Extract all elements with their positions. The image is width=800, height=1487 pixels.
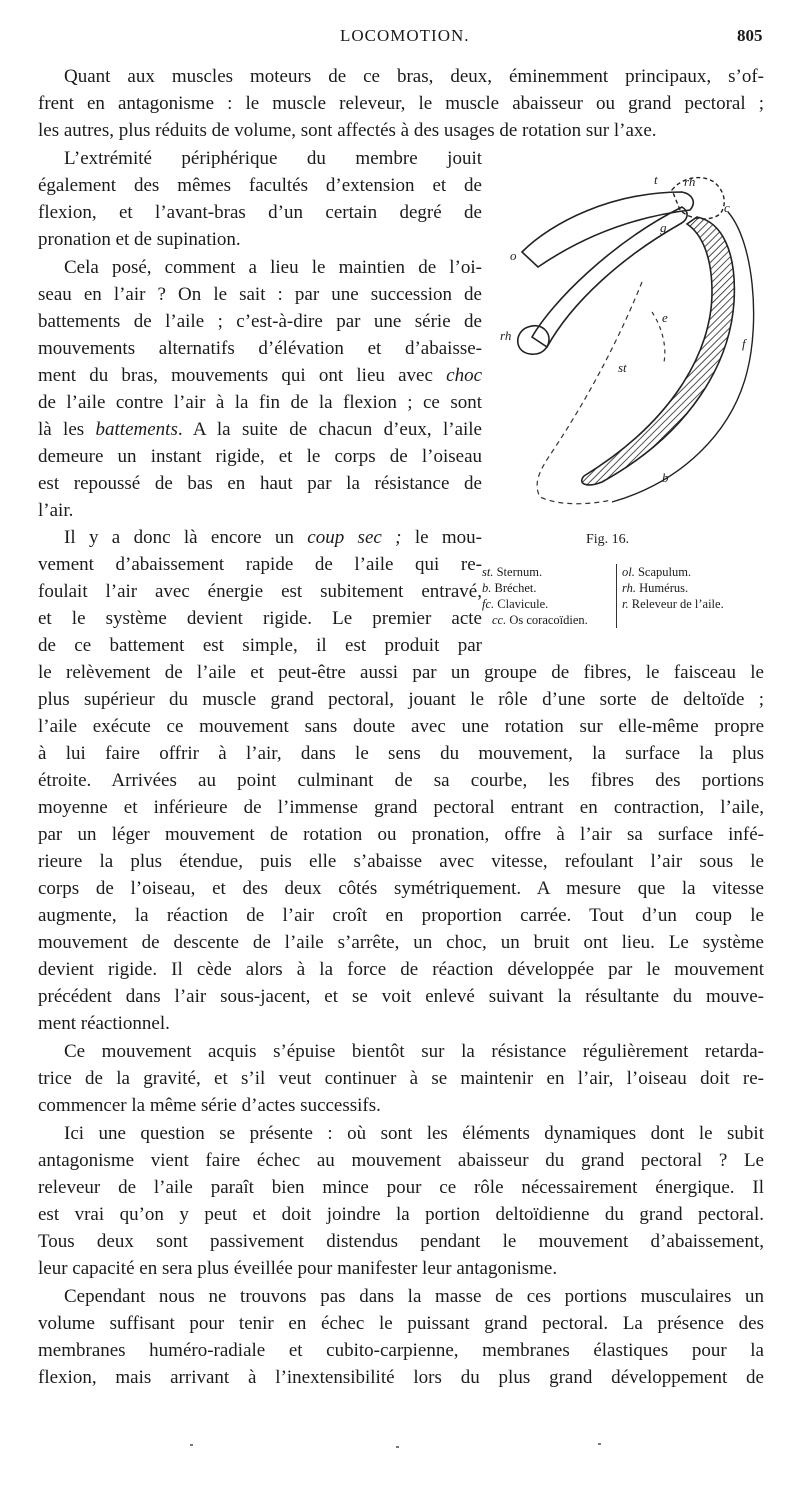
text-line: membranes huméro-radiale et cubito-carpienne, membranes élastiques pour la [38, 1340, 764, 1361]
legend-entry [482, 612, 612, 628]
text-line [38, 527, 482, 549]
text-line: Quant aux muscles moteurs de ce bras, deux, éminemment principaux, s’of- [64, 66, 764, 87]
text-run: . A la suite de chacun d’eux, l’aile [177, 419, 482, 440]
text-line: mouvement de descente de l’aile s’arrête, un choc, un bruit ont lieu. Le système [38, 932, 764, 953]
speck [598, 1443, 601, 1445]
text-line: frent en antagonisme : le muscle releveur, le muscle abaisseur ou grand pectoral ; [38, 93, 764, 114]
text-line: l’aile exécute ce mouvement sans doute avec une rotation sur elle-même propre [38, 716, 764, 737]
running-title: LOCOMOTION. [340, 26, 470, 45]
figure-legend-left [482, 564, 612, 628]
text-line: corps de l’oiseau, et des deux côtés symétriquement. A mesure que la vitesse [38, 878, 764, 899]
label-o: o [510, 248, 517, 263]
legend-abbr: ol. [622, 565, 635, 579]
italic-term: choc [446, 365, 483, 386]
legend-entry [482, 580, 612, 596]
text-line: demeure un instant rigide, et le corps de l’oiseau [38, 446, 482, 467]
text-line: commencer la même série d’actes successifs. [38, 1095, 381, 1116]
text-line: mouvements alternatifs d’élévation et d’abaisse- [38, 338, 482, 359]
text-run: Il y a donc là encore un [64, 527, 294, 548]
wing-skeleton-illustration [492, 162, 770, 522]
legend-entry [482, 564, 612, 580]
figure-16 [482, 162, 770, 632]
text-line: battements de l’aile ; c’est-à-dire par une série de [38, 311, 482, 332]
text-line: précédent dans l’air sous-jacent, et se voit enlevé suivant la résultante du mouve- [38, 986, 764, 1007]
text-line [38, 419, 482, 441]
legend-name: Clavicule. [497, 597, 549, 611]
text-line [38, 365, 482, 387]
text-line: flexion, et l’avant-bras d’un certain degré de [38, 202, 482, 223]
legend-name: Humérus. [639, 581, 689, 595]
print-specks [0, 1440, 800, 1460]
text-line: L’extrémité périphérique du membre jouit [64, 148, 482, 169]
italic-term: battements [95, 419, 178, 440]
text-line: est repoussé de bas en haut par la résistance de [38, 473, 482, 494]
figure-caption: Fig. 16. [586, 532, 630, 547]
scapula-head [672, 178, 724, 219]
legend-abbr: st. [482, 565, 494, 579]
legend-entry [622, 564, 772, 580]
text-line: est vrai qu’on y peut et doit joindre la portion deltoïdienne du grand pectoral. [38, 1204, 764, 1225]
text-line: pronation et de supination. [38, 229, 241, 250]
legend-entry [482, 596, 612, 612]
page-number: 805 [737, 26, 763, 45]
legend-name: Sternum. [496, 565, 543, 579]
legend-abbr: r. [622, 597, 629, 611]
label-f: f [742, 336, 746, 351]
legend-abbr: fc. [482, 597, 495, 611]
text-line: et le système devient rigide. Le premier acte [38, 608, 482, 629]
text-line: vement d’abaissement rapide de l’aile qui re- [38, 554, 482, 575]
legend-entry [622, 596, 772, 612]
legend-divider [616, 564, 617, 628]
label-rh-top: rh [684, 174, 696, 189]
legend-abbr: b. [482, 581, 492, 595]
page-header [0, 26, 800, 56]
text-line: releveur de l’aile paraît bien mince pour ce rôle nécessairement énergique. Il [38, 1177, 764, 1198]
text-line: Ce mouvement acquis s’épuise bientôt sur la résistance régulièrement retarda- [64, 1041, 764, 1062]
italic-term: coup sec ; [307, 527, 402, 548]
text-line: Cela posé, comment a lieu le maintien de l’oi- [64, 257, 482, 278]
legend-name: Releveur de l’aile. [631, 597, 724, 611]
legend-name: Os coracoïdien. [509, 613, 588, 627]
speck [190, 1444, 193, 1446]
text-line: à lui faire offrir à l’air, dans le sens du mouvement, la surface la plus [38, 743, 764, 764]
text-line: Tous deux sont passivement distendus pendant le mouvement d’abaissement, [38, 1231, 764, 1252]
text-line: le relèvement de l’aile et peut-être aussi par un groupe de fibres, le faisceau le [38, 662, 764, 683]
label-st: st [618, 360, 627, 375]
text-line: volume suffisant pour tenir en échec le puissant grand pectoral. La présence des [38, 1313, 764, 1334]
legend-abbr: rh. [622, 581, 637, 595]
text-line: Cependant nous ne trouvons pas dans la masse de ces portions musculaires un [64, 1286, 764, 1307]
legend-name: Scapulum. [637, 565, 692, 579]
text-line: leur capacité en sera plus éveillée pour manifester leur antagonisme. [38, 1258, 558, 1279]
text-line: trice de la gravité, et s’il veut continuer à se maintenir en l’air, l’oiseau doit re- [38, 1068, 764, 1089]
text-line: ment réactionnel. [38, 1013, 170, 1034]
text-line: étroite. Arrivées au point culminant de sa courbe, les fibres des portions [38, 770, 764, 791]
text-line: rieure la plus étendue, puis elle s’abaisse avec vitesse, refoulant l’air sous le [38, 851, 764, 872]
text-line: Ici une question se présente : où sont les éléments dynamiques dont le subit [64, 1123, 764, 1144]
label-g: g [660, 220, 667, 235]
text-line: également des mêmes facultés d’extension et de [38, 175, 482, 196]
figure-legend-right [622, 564, 772, 612]
text-line: de ce battement est simple, il est produit par [38, 635, 482, 656]
text-line: par un léger mouvement de rotation ou pronation, offre à l’air sa surface infé- [38, 824, 764, 845]
text-line: moyenne et inférieure de l’immense grand pectoral entrant en contraction, l’aile, [38, 797, 764, 818]
text-line: de l’aile contre l’air à la fin de la flexion ; ce sont [38, 392, 482, 413]
text-run: ment du bras, mouvements qui ont lieu avec [38, 365, 433, 386]
text-line: flexion, mais arrivant à l’inextensibilité lors du plus grand développement de [38, 1367, 764, 1388]
label-t: t [654, 172, 658, 187]
label-e: e [662, 310, 668, 325]
text-line: foulait l’air avec énergie est subitement entravé, [38, 581, 482, 602]
label-c: c [724, 200, 730, 215]
text-line: antagonisme vient faire échec au mouvement abaisseur du grand pectoral ? Le [38, 1150, 764, 1171]
speck [396, 1446, 399, 1448]
text-line: les autres, plus réduits de volume, sont affectés à des usages de rotation sur l’axe. [38, 120, 657, 141]
text-line: augmente, la réaction de l’air croît en proportion carrée. Tout d’un coup le [38, 905, 764, 926]
text-line: plus supérieur du muscle grand pectoral, jouant le rôle d’une sorte de deltoïde ; [38, 689, 764, 710]
legend-abbr: cc. [492, 613, 507, 627]
sternum-outline [537, 282, 642, 504]
text-line: l’air. [38, 500, 74, 521]
joint-head [518, 326, 549, 355]
text-run: là les [38, 419, 85, 440]
text-line: devient rigide. Il cède alors à la force de réaction développée par le mouvement [38, 959, 764, 980]
legend-entry [622, 580, 772, 596]
text-line: seau en l’air ? On le sait : par une succession de [38, 284, 482, 305]
label-b: b [662, 470, 669, 485]
legend-name: Bréchet. [494, 581, 537, 595]
text-run: le mou- [414, 527, 483, 548]
label-rh: rh [500, 328, 512, 343]
